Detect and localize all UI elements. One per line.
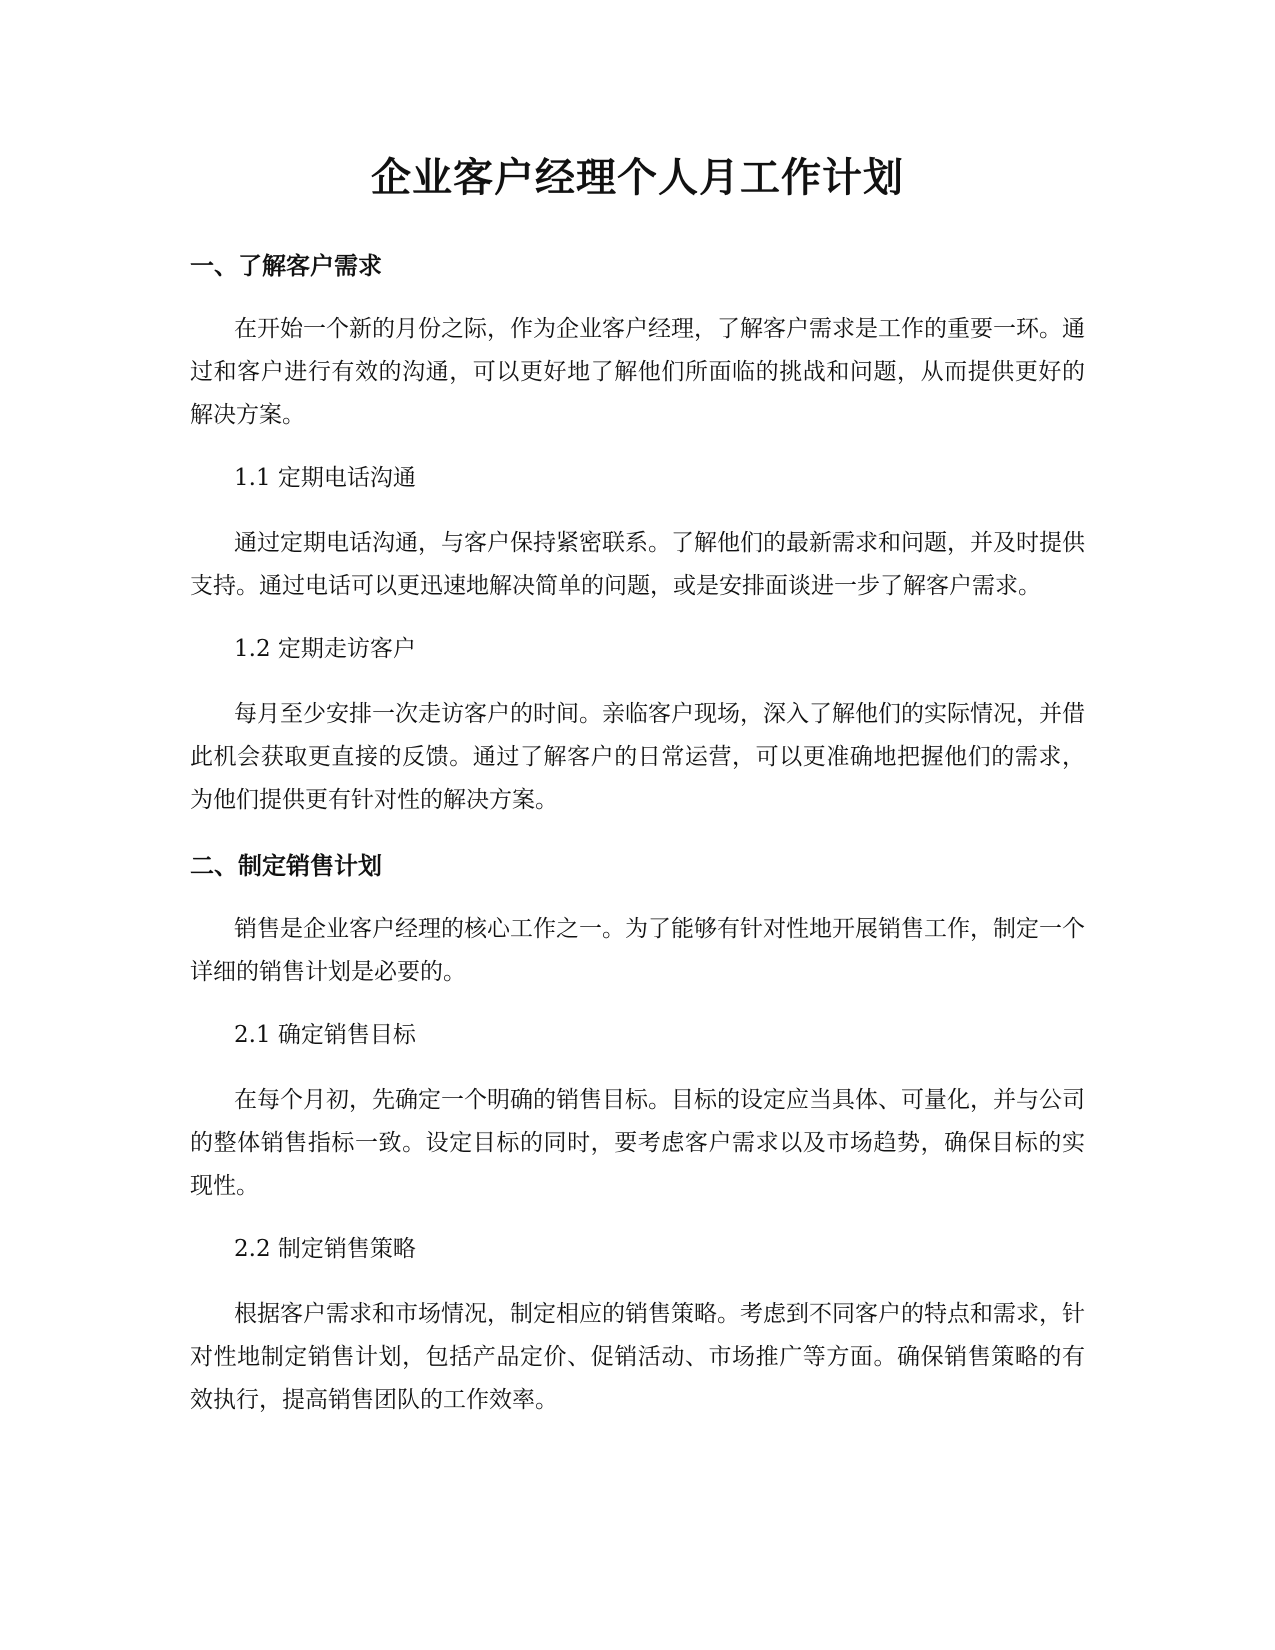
subsection-body: 根据客户需求和市场情况，制定相应的销售策略。考虑到不同客户的特点和需求，针对性地制定销售计划，包括产品定价、促销活动、市场推广等方面。确保销售策略的有效执行，提高销售团队的工作效率。 [190, 1301, 1085, 1413]
subsection-title: 2.2 制定销售策略 [234, 1236, 416, 1262]
subsection-title: 1.2 定期走访客户 [234, 636, 416, 662]
section-customer-needs [190, 246, 1085, 822]
subsection-sales-strategy [190, 1228, 1085, 1422]
section-intro: 销售是企业客户经理的核心工作之一。为了能够有针对性地开展销售工作，制定一个详细的销售计划是必要的。 [190, 916, 1085, 985]
subsection-customer-visits [190, 628, 1085, 822]
subsection-phone-communication [190, 457, 1085, 608]
subsection-sales-targets [190, 1014, 1085, 1208]
section-heading: 一、了解客户需求 [190, 252, 382, 280]
section-heading: 二、制定销售计划 [190, 852, 382, 880]
subsection-body: 通过定期电话沟通，与客户保持紧密联系。了解他们的最新需求和问题，并及时提供支持。通过电话可以更迅速地解决简单的问题，或是安排面谈进一步了解客户需求。 [190, 530, 1085, 599]
subsection-title: 2.1 确定销售目标 [234, 1022, 416, 1048]
subsection-body: 在每个月初，先确定一个明确的销售目标。目标的设定应当具体、可量化，并与公司的整体销售指标一致。设定目标的同时，要考虑客户需求以及市场趋势，确保目标的实现性。 [190, 1087, 1085, 1199]
section-intro: 在开始一个新的月份之际，作为企业客户经理，了解客户需求是工作的重要一环。通过和客户进行有效的沟通，可以更好地了解他们所面临的挑战和问题，从而提供更好的解决方案。 [190, 316, 1085, 428]
section-sales-plan [190, 846, 1085, 1422]
subsection-title: 1.1 定期电话沟通 [234, 465, 416, 491]
document-title: 企业客户经理个人月工作计划 [371, 155, 904, 201]
subsection-body: 每月至少安排一次走访客户的时间。亲临客户现场，深入了解他们的实际情况，并借此机会获取更直接的反馈。通过了解客户的日常运营，可以更准确地把握他们的需求，为他们提供更有针对性的解决方案。 [190, 701, 1085, 813]
